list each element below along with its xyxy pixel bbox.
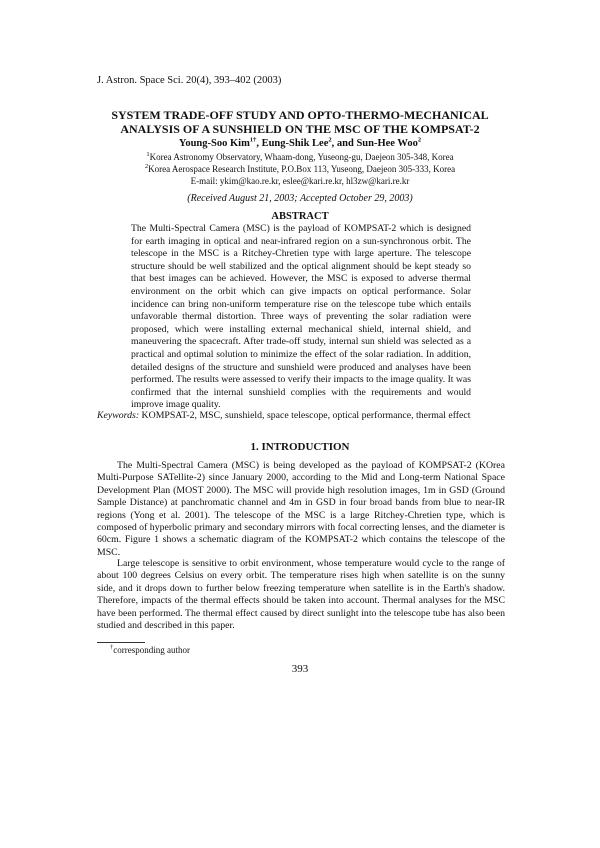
affiliation-text: Korea Aerospace Research Institute, P.O.Box 113, Yuseong, Daejeon 305-333, Korea [148, 164, 456, 174]
introduction-paragraph-1: The Multi-Spectral Camera (MSC) is being developed as the payload of KOMPSAT-2 (KOrea Multi-Purpose SATellite-2) since January 2000, according to the Mid and Long-term National Space Development Plan (MOST 2000). The MSC will provide high resolution images, 1m in GSD (Ground Sample Distance) at panchromatic channel and 4m in GSD in four broad bands from blue to near-IR regions (Yong et al. 2001). The telescope of the MSC is a large Ritchey-Chretien type, which is composed of hyperbolic primary and secondary mirrors with focal correcting lenses, and the diameter is 60cm. Figure 1 shows a schematic diagram of the KOMPSAT-2 which contains the telescope of the MSC. [97, 460, 505, 558]
introduction-paragraph-2: Large telescope is sensitive to orbit environment, whose temperature would cycle to the range of about 100 degrees Celsius on every orbit. The temperature rises high when satellite is on the sunny side, and it drops down to further below freezing temperature when satellite is in the Earth's shadow. Therefore, impacts of the thermal effects should be taken into account. Thermal analyses for the MSC have been performed. The thermal effect caused by direct sunlight into the telescope tube has also been studied and described in this paper. [97, 558, 505, 632]
author-list [60, 138, 540, 149]
author-affiliation-mark: 1† [249, 136, 257, 144]
author-separator: , [256, 138, 262, 149]
keywords-text: KOMPSAT-2, MSC, sunshield, space telescope, optical performance, thermal effect [141, 410, 471, 421]
footnote-divider [97, 642, 145, 643]
footnote-text: corresponding author [113, 645, 190, 655]
affiliation-text: Korea Astronomy Observatory, Whaam-dong, Yuseong-gu, Daejeon 305-348, Korea [149, 152, 454, 162]
abstract-heading: ABSTRACT [271, 211, 329, 222]
received-dates: (Received August 21, 2003; Accepted October 29, 2003) [187, 193, 413, 204]
author-emails: E-mail: ykim@kao.re.kr, eslee@kari.re.kr, hl3zw@kari.re.kr [190, 176, 410, 186]
abstract-text: The Multi-Spectral Camera (MSC) is the payload of KOMPSAT-2 which is designed for earth imaging in optical and near-infrared region on a sun-synchronous orbit. The telescope in the MSC is a Ritchey-Chretien type with large aperture. The telescope structure should be well stabilized and the optical alignment should be kept steady so that best images can be achieved. However, the MSC is exposed to adverse thermal environment on the orbit which can give impacts on optical performance. Solar incidence can bring non-uniform temperature rise on the telescope tube which entails unfavorable thermal distortion. Three ways of preventing the solar radiation were proposed, which were installing external mechanical shield, internal shield, and maneuvering the spacecraft. After trade-off study, internal sun shield was selected as a practical and optimal solution to minimize the effect of the solar radiation. In addition, detailed designs of the structure and sunshield were produced and analyses have been performed. The results were assessed to verify their impacts to the image quality. It was confirmed that the internal sunshield complies with the requirements and would improve image quality. [131, 223, 471, 411]
author-name: Eung-Shik Lee [261, 138, 329, 149]
paper-title-line-1: SYSTEM TRADE-OFF STUDY AND OPTO-THERMO-MECHANICAL [111, 108, 489, 122]
footnote-mark: † [110, 644, 114, 651]
affiliation-1 [60, 152, 540, 162]
page-number: 393 [291, 663, 309, 675]
keywords [97, 410, 517, 421]
author-name: Sun-Hee Woo [356, 138, 418, 149]
keywords-label: Keywords: [97, 410, 140, 421]
affiliation-2 [60, 164, 540, 174]
section-heading-introduction: 1. INTRODUCTION [250, 441, 350, 453]
paper-title-line-2: ANALYSIS OF A SUNSHIELD ON THE MSC OF THE KOMPSAT-2 [120, 122, 480, 136]
affiliation-mark: 2 [144, 163, 149, 170]
affiliation-mark: 1 [146, 151, 150, 158]
author-separator: , and [331, 138, 357, 149]
author-affiliation-mark: 2 [328, 136, 332, 144]
footnote [110, 645, 190, 655]
author-name: Young-Soo Kim [178, 138, 250, 149]
author-affiliation-mark: 2 [417, 136, 422, 144]
journal-reference: J. Astron. Space Sci. 20(4), 393–402 (2003) [97, 75, 282, 86]
